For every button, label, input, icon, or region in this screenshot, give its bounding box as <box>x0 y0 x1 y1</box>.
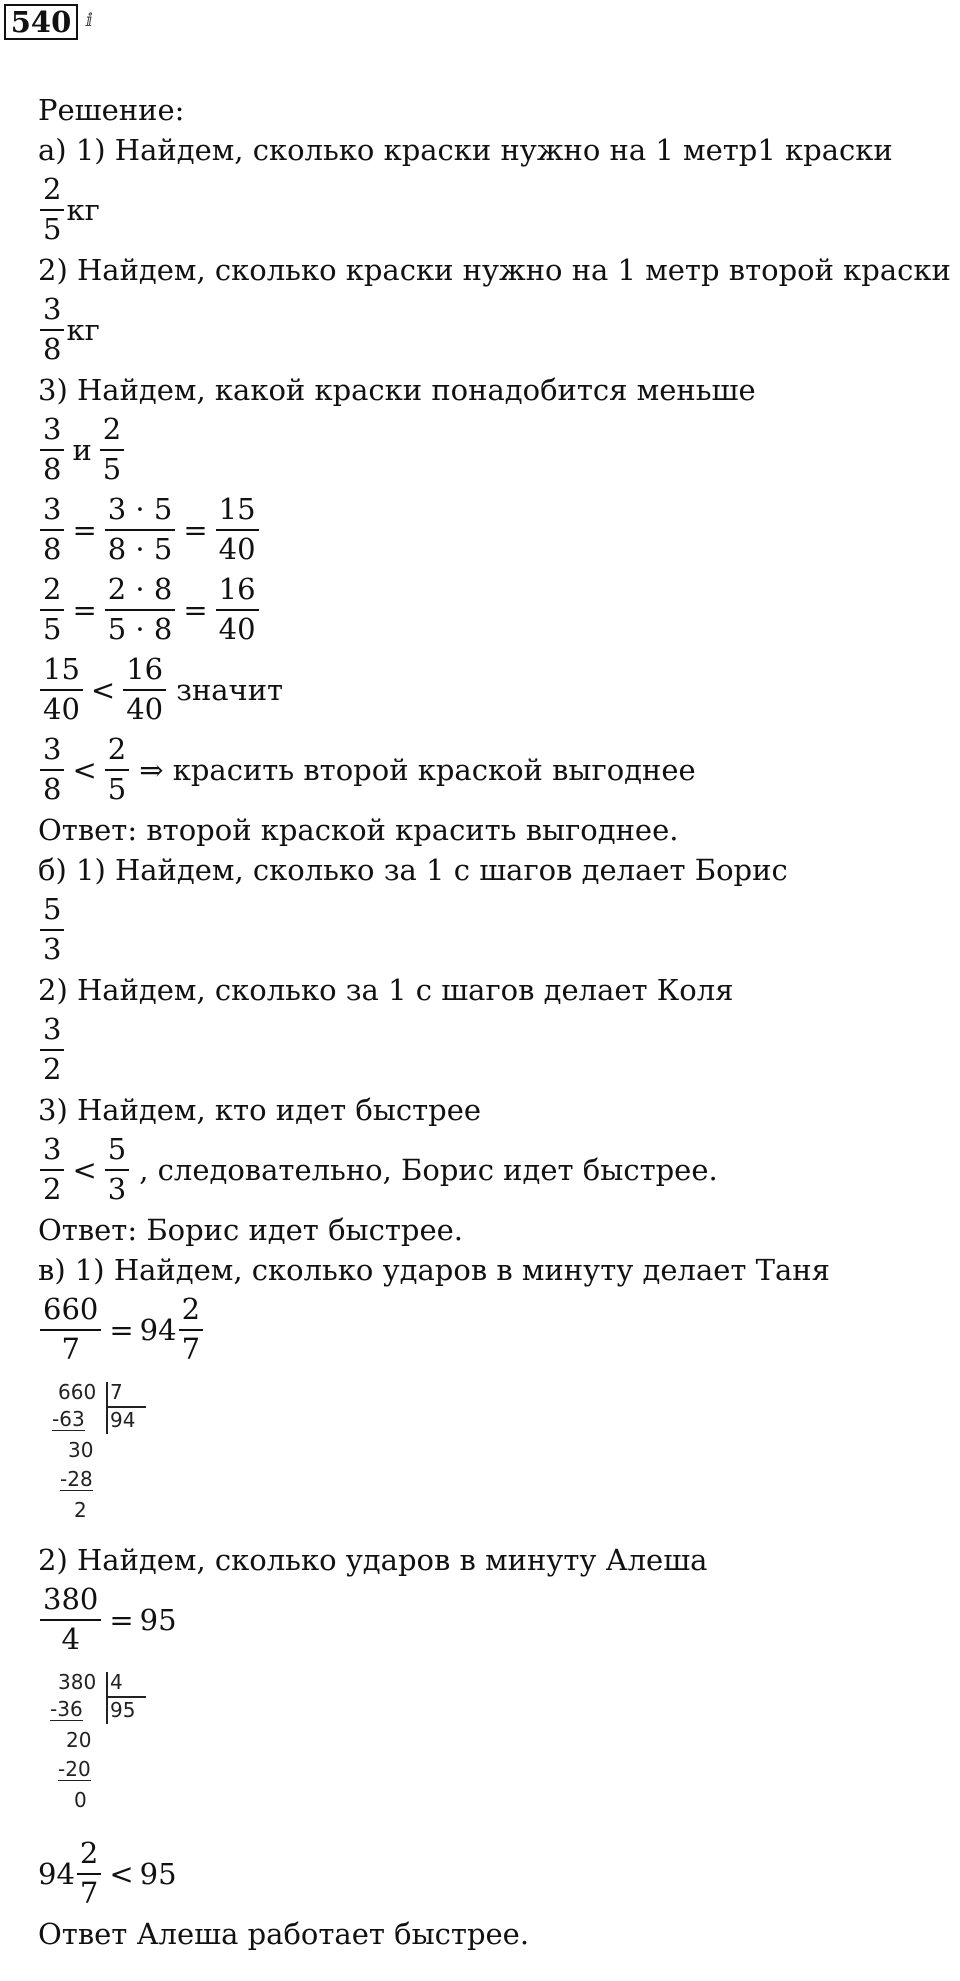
a-equation-2 <box>38 570 953 650</box>
fraction: $\frac{2 \cdot 8}{5 \cdot 8}$ <box>105 571 176 649</box>
a-comparison-2 <box>38 730 953 810</box>
a-compare-pair <box>38 410 953 490</box>
a-fraction-1 <box>38 170 953 250</box>
equals-sign: = <box>72 593 97 627</box>
fraction: $\frac{15}{40}$ <box>216 491 259 569</box>
divisor: 7 <box>110 1380 123 1404</box>
b-fraction-2 <box>38 1010 953 1090</box>
equals-sign: = <box>183 593 208 627</box>
fraction: $\frac{2}{5}$ <box>40 571 64 649</box>
b-step3: 3) Найдем, кто идет быстрее <box>38 1093 482 1127</box>
subtrahend: -20 <box>58 1757 91 1781</box>
task-mark: ⅈ <box>86 10 93 31</box>
v-equation-1 <box>38 1290 953 1370</box>
conclusion-text: ⇒ красить второй краской выгоднее <box>139 753 696 787</box>
whole-part: 94 <box>139 1313 177 1347</box>
equals-sign: = <box>72 513 97 547</box>
fraction: $\frac{3}{8}$ <box>40 731 64 809</box>
fraction: $\frac{16}{40}$ <box>123 651 166 729</box>
a-step1: а) 1) Найдем, сколько краски нужно на 1 метр1 краски <box>38 133 893 167</box>
conclusion-text: , следовательно, Борис идет быстрее. <box>139 1153 718 1187</box>
remainder: 0 <box>74 1788 87 1812</box>
fraction: $\frac{3}{2}$ <box>40 1131 64 1209</box>
remainder: 30 <box>68 1438 94 1462</box>
a-step3: 3) Найдем, какой краски понадобится меньше <box>38 373 756 407</box>
fraction: $\frac{660}{7}$ <box>40 1291 101 1369</box>
a-fraction-2 <box>38 290 953 370</box>
compared-value: 95 <box>139 1857 177 1891</box>
subtrahend: -63 <box>52 1407 85 1431</box>
unit-label: кг <box>66 313 100 347</box>
b-step2: 2) Найдем, сколько за 1 с шагов делает Коля <box>38 973 734 1007</box>
dividend: 660 <box>58 1380 97 1404</box>
a-comparison-1 <box>38 650 953 730</box>
and-word: и <box>72 433 92 467</box>
v-step1: в) 1) Найдем, сколько ударов в минуту делает Таня <box>38 1253 830 1287</box>
result: 95 <box>139 1603 177 1637</box>
remainder: 2 <box>74 1498 87 1522</box>
fraction: $\frac{5}{3}$ <box>105 1131 129 1209</box>
fraction: $\frac{15}{40}$ <box>40 651 83 729</box>
less-than-sign: < <box>109 1857 134 1891</box>
v-answer: Ответ Алеша работает быстрее. <box>38 1917 530 1951</box>
a-equation-1 <box>38 490 953 570</box>
fraction: $\frac{3}{2}$ <box>40 1011 64 1089</box>
v-equation-2 <box>38 1580 953 1660</box>
equals-sign: = <box>109 1603 134 1637</box>
less-than-sign: < <box>72 753 97 787</box>
less-than-sign: < <box>72 1153 97 1187</box>
v-comparison <box>38 1834 953 1914</box>
b-answer: Ответ: Борис идет быстрее. <box>38 1213 464 1247</box>
long-division-2 <box>38 1660 238 1820</box>
fraction: $\frac{3}{8}$ <box>40 491 64 569</box>
fraction: $\frac{2}{5}$ <box>105 731 129 809</box>
subtrahend: -36 <box>50 1697 83 1721</box>
a-step2: 2) Найдем, сколько краски нужно на 1 метр второй краски <box>38 253 951 287</box>
whole-part: 94 <box>38 1857 75 1891</box>
fraction: $\frac{380}{4}$ <box>40 1581 101 1659</box>
b-fraction-1 <box>38 890 953 970</box>
comparison-word: значит <box>176 673 284 707</box>
fraction: $\frac{2}{7}$ <box>77 1835 101 1913</box>
equals-sign: = <box>109 1313 134 1347</box>
fraction: $\frac{3}{8}$ <box>40 291 64 369</box>
subtrahend: -28 <box>60 1467 93 1491</box>
v-step2: 2) Найдем, сколько ударов в минуту Алеша <box>38 1543 708 1577</box>
quotient: 94 <box>110 1408 136 1432</box>
solution-heading: Решение: <box>38 93 185 127</box>
a-answer: Ответ: второй краской красить выгоднее. <box>38 813 679 847</box>
fraction: $\frac{3}{8}$ <box>40 411 64 489</box>
unit-label: кг <box>66 193 100 227</box>
remainder: 20 <box>66 1728 92 1752</box>
quotient: 95 <box>110 1698 136 1722</box>
equals-sign: = <box>183 513 208 547</box>
dividend: 380 <box>58 1670 97 1694</box>
divisor: 4 <box>110 1670 123 1694</box>
b-step1: б) 1) Найдем, сколько за 1 с шагов делает Борис <box>38 853 788 887</box>
fraction: $\frac{3 \cdot 5}{8 \cdot 5}$ <box>105 491 176 569</box>
task-number: 540 <box>4 4 78 40</box>
fraction: $\frac{5}{3}$ <box>40 891 64 969</box>
fraction: $\frac{2}{7}$ <box>179 1291 203 1369</box>
less-than-sign: < <box>90 673 116 707</box>
fraction: $\frac{2}{5}$ <box>100 411 124 489</box>
fraction: $\frac{2}{5}$ <box>40 171 64 249</box>
b-comparison <box>38 1130 953 1210</box>
solution <box>38 90 953 1954</box>
long-division-1 <box>38 1370 238 1530</box>
fraction: $\frac{16}{40}$ <box>216 571 259 649</box>
